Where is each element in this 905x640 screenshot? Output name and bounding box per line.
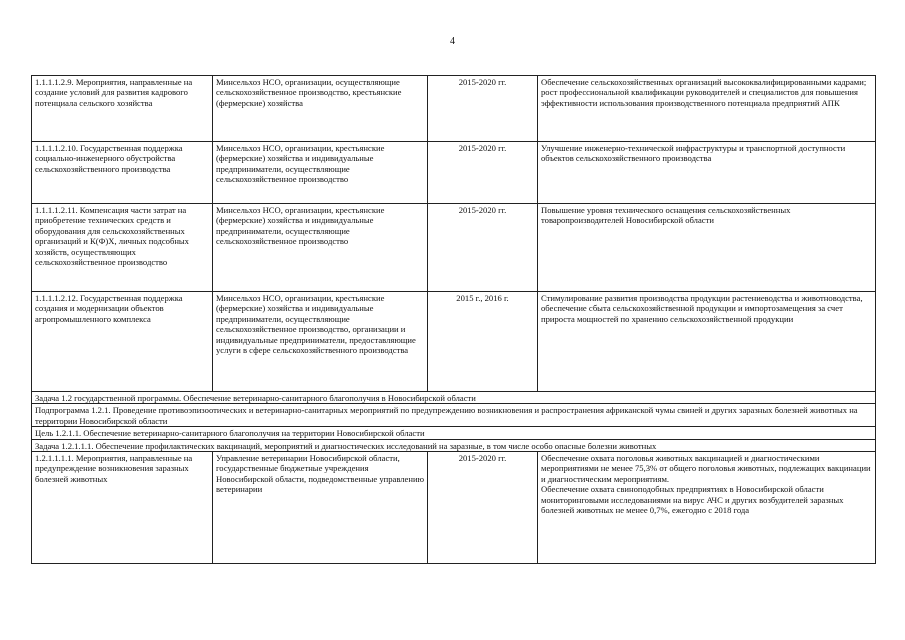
goal-heading: Цель 1.2.1.1. Обеспечение ветеринарно-санитарного благополучия на территории Новосибирской области: [32, 427, 876, 439]
period-cell: 2015-2020 гг.: [428, 452, 538, 564]
page-number: 4: [450, 36, 455, 47]
period-cell: 2015-2020 гг.: [428, 76, 538, 142]
result-paragraph: Обеспечение охвата свиноподобных предприятиях в Новосибирской области мониторинговыми исследованиями на вирус АЧС и других возбудителей заразных болезней животных не менее 0,7%, ежегодно с 2018 года: [541, 484, 844, 516]
section-heading-row: [32, 439, 876, 451]
result-cell: Обеспечение сельскохозяйственных организаций высококвалифицированными кадрами; рост профессиональной квалификации руководителей и специалистов для повышения эффективности использования производственного потенциала предприятий АПК: [538, 76, 876, 142]
result-cell: Повышение уровня технического оснащения сельскохозяйственных товаропроизводителей Новосибирской области: [538, 204, 876, 292]
table-row: [32, 452, 876, 564]
section-heading-row: [32, 392, 876, 404]
measure-cell: 1.2.1.1.1.1. Мероприятия, направленные на предупреждение возникновения заразных болезней животных: [32, 452, 213, 564]
measure-cell: 1.1.1.1.2.12. Государственная поддержка создания и модернизации объектов агропромышленного комплекса: [32, 292, 213, 392]
table-row: [32, 76, 876, 142]
executors-cell: Минсельхоз НСО, организации, крестьянские (фермерские) хозяйства и индивидуальные предприниматели, осуществляющие сельскохозяйственное производство: [213, 204, 428, 292]
table-row: [32, 142, 876, 204]
result-cell: [538, 452, 876, 564]
subprogram-heading: Подпрограмма 1.2.1. Проведение противоэпизоотических и ветеринарно-санитарных мероприятий по предупреждению возникновения и распространения африканской чумы свиней и других заразных болезней животных на территории Новосибирской области: [32, 404, 876, 427]
executors-cell: Минсельхоз НСО, организации, осуществляющие сельскохозяйственное производство, крестьянские (фермерские) хозяйства: [213, 76, 428, 142]
result-paragraph: Обеспечение охвата поголовья животных вакцинацией и диагностическими мероприятиями не менее 75,3% от общего поголовья животных, подлежащих вакцинации и диагностическим мероприятиям.: [541, 453, 871, 484]
measure-cell: 1.1.1.1.2.10. Государственная поддержка социально-инженерного обустройства сельскохозяйственного производства: [32, 142, 213, 204]
period-cell: 2015-2020 гг.: [428, 204, 538, 292]
period-cell: 2015-2020 гг.: [428, 142, 538, 204]
subtask-heading: Задача 1.2.1.1.1. Обеспечение профилактических вакцинаций, мероприятий и диагностических исследований на заразные, в том числе особо опасные болезни животных: [32, 439, 876, 451]
measure-cell: 1.1.1.1.2.9. Мероприятия, направленные на создание условий для развития кадрового потенциала сельского хозяйства: [32, 76, 213, 142]
task-heading: Задача 1.2 государственной программы. Обеспечение ветеринарно-санитарного благополучия в Новосибирской области: [32, 392, 876, 404]
section-heading-row: [32, 404, 876, 427]
measure-cell: 1.1.1.1.2.11. Компенсация части затрат на приобретение технических средств и оборудования для сельскохозяйственных организаций и К(Ф)Х, личных подсобных хозяйств, осуществляющих сельскохозяйственное производство: [32, 204, 213, 292]
result-cell: Стимулирование развития производства продукции растениеводства и животноводства, обеспечение сбыта сельскохозяйственной продукции и импортозамещения за счет прироста мощностей по хранению сельскохозяйственной продукции: [538, 292, 876, 392]
result-cell: Улучшение инженерно-технической инфраструктуры и транспортной доступности объектов сельскохозяйственного производства: [538, 142, 876, 204]
period-cell: 2015 г., 2016 г.: [428, 292, 538, 392]
measures-table: [31, 75, 876, 564]
table-row: [32, 292, 876, 392]
executors-cell: Минсельхоз НСО, организации, крестьянские (фермерские) хозяйства и индивидуальные предприниматели, осуществляющие сельскохозяйственное производство: [213, 142, 428, 204]
section-heading-row: [32, 427, 876, 439]
executors-cell: Минсельхоз НСО, организации, крестьянские (фермерские) хозяйства и индивидуальные предприниматели, осуществляющие сельскохозяйственное производство, организации и индивидуальные предприниматели, предоставляющие услуги в сфере сельскохозяйственного производства: [213, 292, 428, 392]
table-row: [32, 204, 876, 292]
executors-cell: Управление ветеринарии Новосибирской области, государственные бюджетные учреждения Новосибирской области, подведомственные управлению ветеринарии: [213, 452, 428, 564]
